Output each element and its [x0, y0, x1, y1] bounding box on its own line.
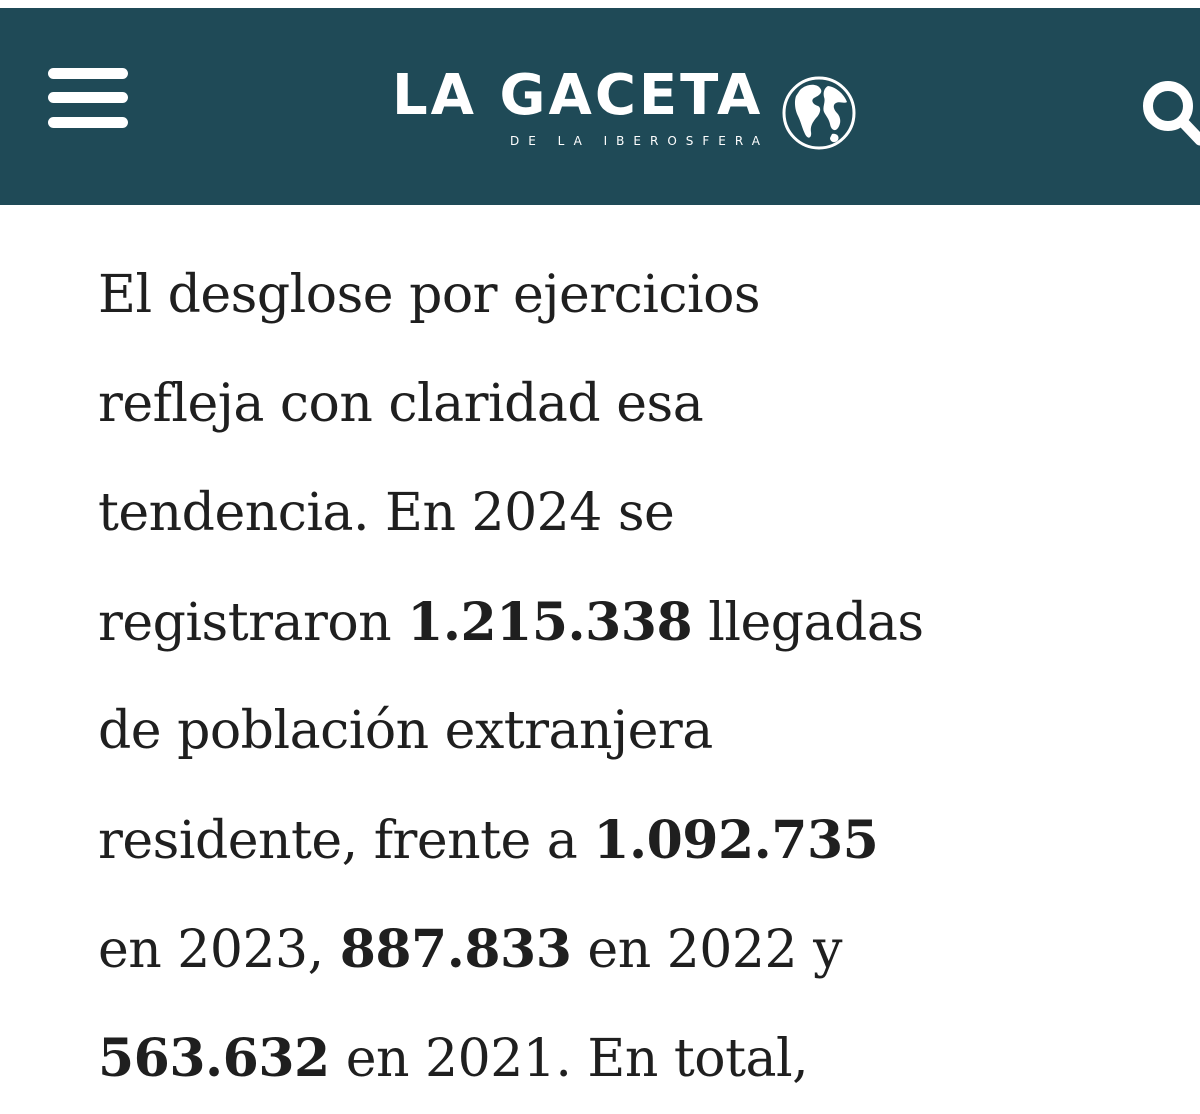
- text-segment: registraron: [98, 593, 408, 653]
- text-segment: en 2022 y: [571, 920, 842, 980]
- text-segment: residente, frente a: [98, 811, 594, 871]
- hamburger-menu-icon[interactable]: [48, 68, 128, 132]
- article-line: El desglose por ejercicios: [98, 265, 761, 325]
- text-segment: en 2021. En total,: [329, 1029, 809, 1089]
- search-icon[interactable]: [1138, 76, 1200, 148]
- site-header: [0, 8, 1200, 205]
- article-line: [98, 786, 1138, 895]
- status-strip: [0, 0, 1200, 8]
- text-segment: en 2023,: [98, 920, 340, 980]
- article-line: [98, 1004, 1138, 1113]
- menu-bar: [48, 68, 128, 79]
- article-line: refleja con claridad esa: [98, 374, 704, 434]
- article-line: [98, 568, 1138, 677]
- globe-icon: [780, 74, 858, 152]
- menu-bar: [48, 117, 128, 128]
- highlighted-number: 1.092.735: [593, 810, 879, 871]
- logo-subtitle: DE LA IBEROSFERA: [510, 134, 769, 148]
- site-logo[interactable]: [392, 60, 862, 150]
- menu-bar: [48, 92, 128, 103]
- highlighted-number: 563.632: [98, 1028, 330, 1089]
- highlighted-number: 1.215.338: [407, 592, 693, 653]
- highlighted-number: 887.833: [339, 919, 572, 980]
- logo-title: LA GACETA: [392, 63, 764, 128]
- text-segment: llegadas: [692, 593, 924, 653]
- article-line: de población extranjera: [98, 701, 713, 761]
- article-line: [98, 895, 1138, 1004]
- article-line: tendencia. En 2024 se: [98, 483, 675, 543]
- article-body: [98, 241, 1138, 1113]
